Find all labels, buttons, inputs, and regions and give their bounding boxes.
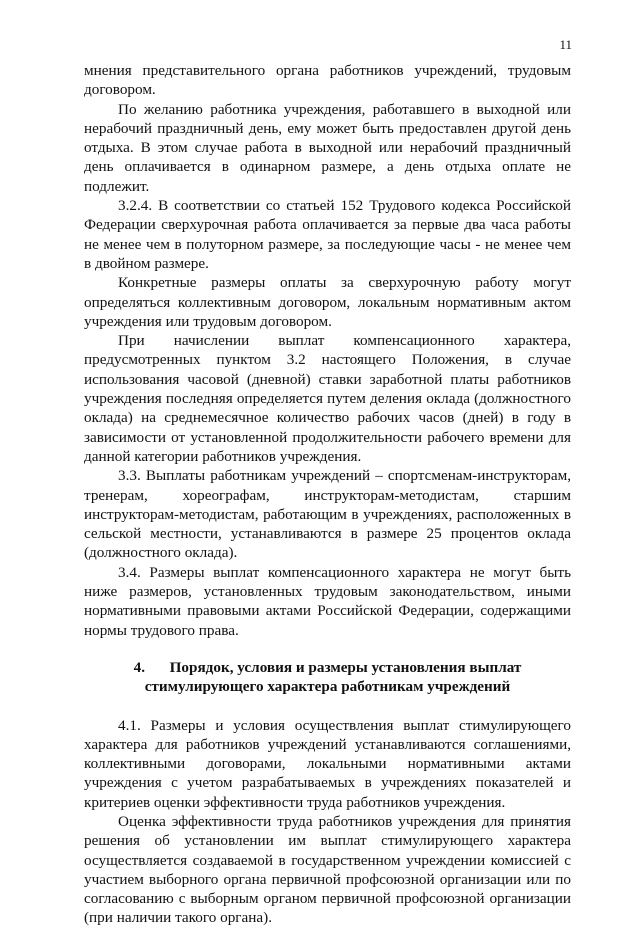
section-title-part-1: Порядок, условия и размеры установления выплат <box>169 658 522 676</box>
paragraph: Конкретные размеры оплаты за сверхурочную работу могут определяться коллективным договором, локальным нормативным актом учреждения или трудовым договором. <box>84 274 571 330</box>
paragraph: При начислении выплат компенсационного характера, предусмотренных пунктом 3.2 настоящего Положения, в случае использования часовой (дневной) ставки заработной платы работников учреждения последняя определяется путем деления оклада (должностного оклада) на среднемесячное количество рабочих часов (дней) в году в зависимости от установленной продолжительности рабочего времени для данной категории работников учреждения. <box>84 332 571 465</box>
document-body <box>84 61 571 928</box>
paragraph: 3.3. Выплаты работникам учреждений – спортсменам-инструкторам, тренерам, хореографам, инструкторам-методистам, старшим инструкторам-методистам, работающим в учреждениях, расположенных в сельской местности, устанавливаются в размере 25 процентов оклада (должностного оклада). <box>84 467 571 562</box>
paragraph: 4.1. Размеры и условия осуществления выплат стимулирующего характера для работников учреждений устанавливаются соглашениями, коллективными договорами, локальными нормативными актами учреждения с учетом разрабатываемых в учреждениях показателей и критериев оценки эффективности труда работников учреждения. <box>84 716 571 811</box>
section-heading <box>84 658 571 697</box>
paragraph: 3.2.4. В соответствии со статьей 152 Трудового кодекса Российской Федерации сверхурочная работа оплачивается за первые два часа работы не менее чем в полуторном размере, за последующие часы - не менее чем в двойном размере. <box>84 197 571 272</box>
paragraph: 3.4. Размеры выплат компенсационного характера не могут быть ниже размеров, установленных трудовым законодательством, иными нормативными правовыми актами Российской Федерации, содержащими нормы трудового права. <box>84 563 571 639</box>
paragraph: мнения представительного органа работников учреждений, трудовым договором. <box>84 62 571 99</box>
section-heading-line-1 <box>84 658 571 677</box>
page-number: 11 <box>559 37 572 52</box>
paragraph: Оценка эффективности труда работников учреждения для принятия решения об установлении им выплат стимулирующего характера осуществляется создаваемой в государственном учреждении комиссией с участием выборного органа первичной профсоюзной организации или по согласованию с выборным органом первичной профсоюзной организации (при наличии такого органа). <box>84 812 571 927</box>
section-number: 4. <box>133 658 145 676</box>
paragraph: По желанию работника учреждения, работавшего в выходной или нерабочий праздничный день, ему может быть предоставлен другой день отдыха. В этом случае работа в выходной или нерабочий праздничный день оплачивается в одинарном размере, а день отдыха оплате не подлежит. <box>84 100 571 195</box>
section-title-part-2: стимулирующего характера работникам учреждений <box>144 678 511 696</box>
